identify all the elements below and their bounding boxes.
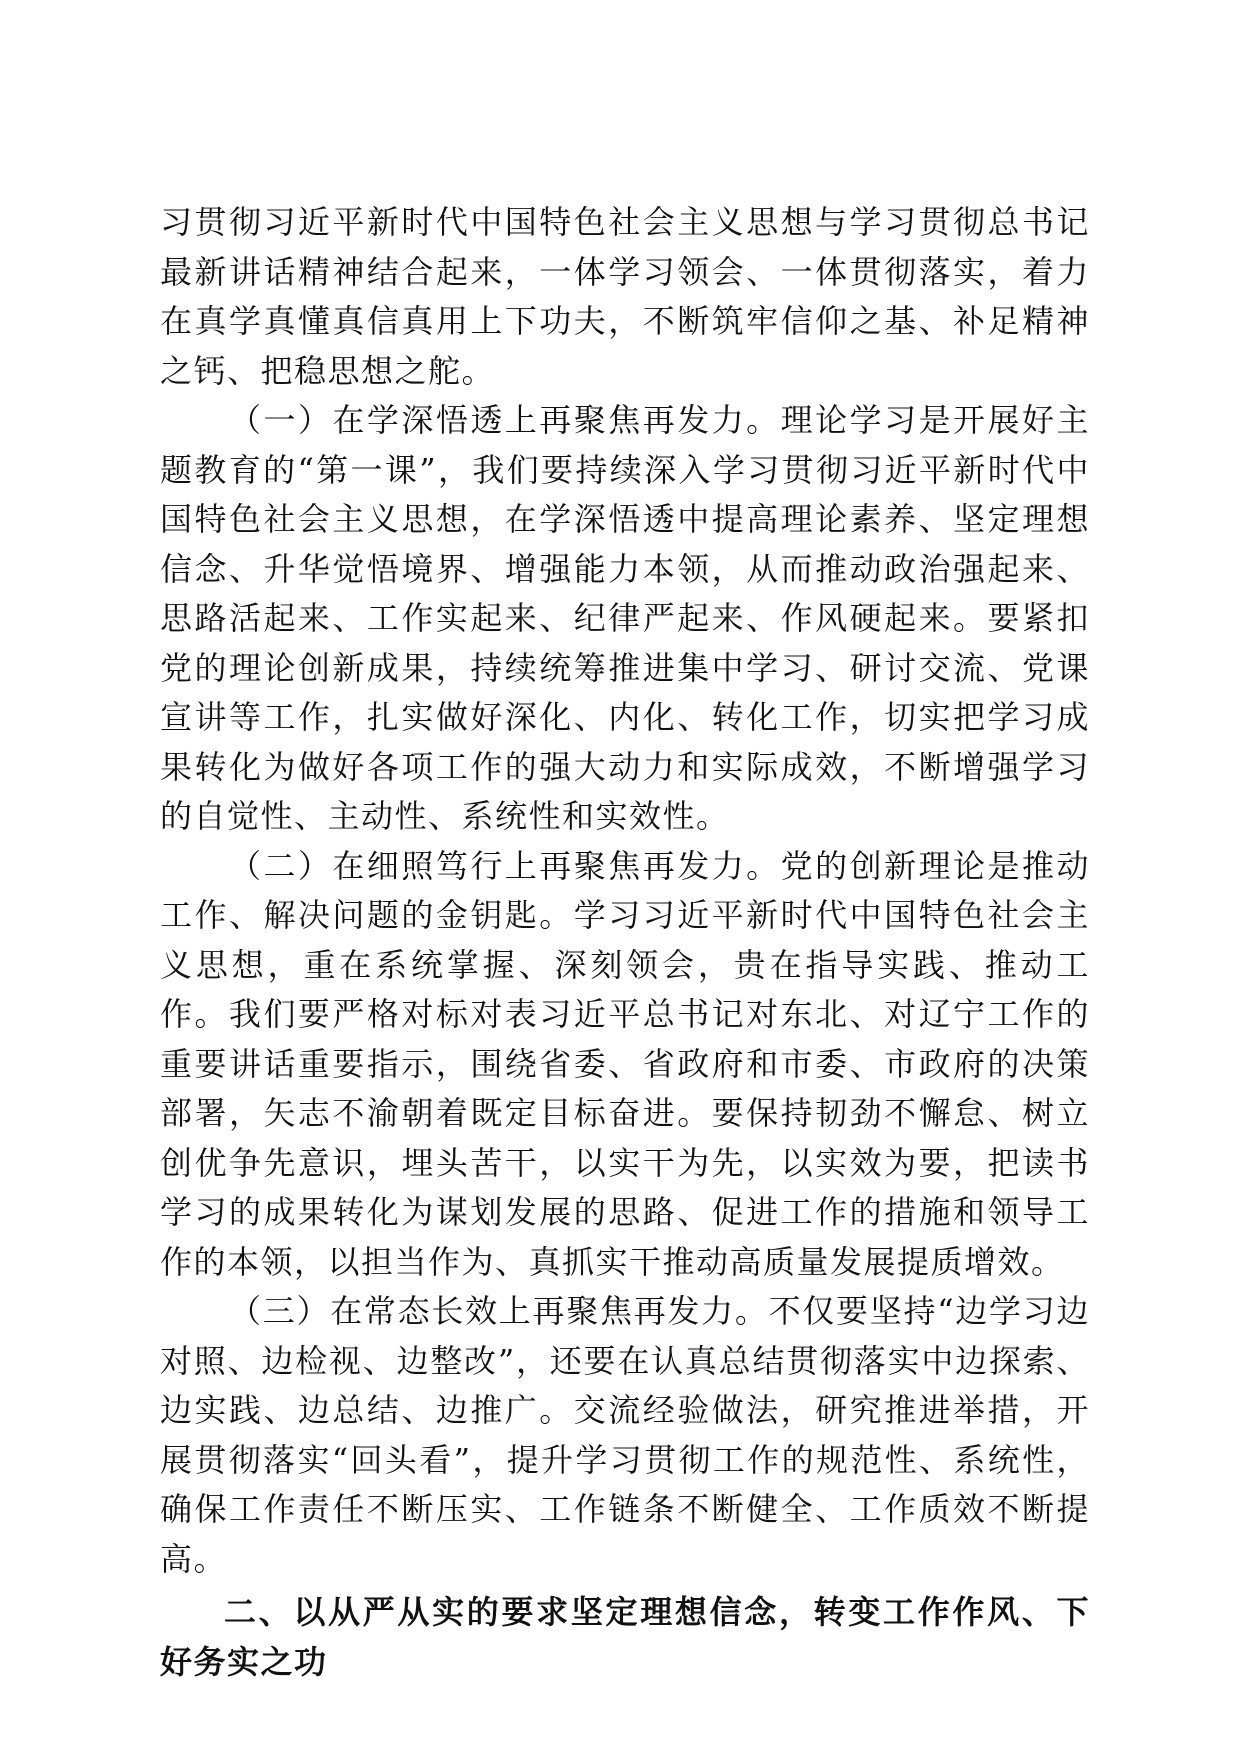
section-heading-two: 二、以从严从实的要求坚定理想信念，转变工作作风、下好务实之功	[160, 1593, 1090, 1681]
document-page	[160, 198, 1090, 1687]
paragraph-section-3: （三）在常态长效上再聚焦再发力。不仅要坚持“边学习边对照、边检视、边整改”，还要在认真总结贯彻落实中边探索、边实践、边总结、边推广。交流经验做法，研究推进举措，开展贯彻落实“回头看”，提升学习贯彻工作的规范性、系统性，确保工作责任不断压实、工作链条不断健全、工作质效不断提高。	[160, 1292, 1090, 1578]
paragraph-intro-continued: 习贯彻习近平新时代中国特色社会主义思想与学习贯彻总书记最新讲话精神结合起来，一体学习领会、一体贯彻落实，着力在真学真懂真信真用上下功夫，不断筑牢信仰之基、补足精神之钙、把稳思想之舵。	[160, 203, 1090, 390]
paragraph-section-2: （二）在细照笃行上再聚焦再发力。党的创新理论是推动工作、解决问题的金钥匙。学习习近平新时代中国特色社会主义思想，重在系统掌握、深刻领会，贵在指导实践、推动工作。我们要严格对标对表习近平总书记对东北、对辽宁工作的重要讲话重要指示，围绕省委、省政府和市委、市政府的决策部署，矢志不渝朝着既定目标奋进。要保持韧劲不懈怠、树立创优争先意识，埋头苦干，以实干为先，以实效为要，把读书学习的成果转化为谋划发展的思路、促进工作的措施和领导工作的本领，以担当作为、真抓实干推动高质量发展提质增效。	[160, 846, 1090, 1281]
paragraph-section-1: （一）在学深悟透上再聚焦再发力。理论学习是开展好主题教育的“第一课”，我们要持续深入学习贯彻习近平新时代中国特色社会主义思想，在学深悟透中提高理论素养、坚定理想信念、升华觉悟境界、增强能力本领，从而推动政治强起来、思路活起来、工作实起来、纪律严起来、作风硬起来。要紧扣党的理论创新成果，持续统筹推进集中学习、研讨交流、党课宣讲等工作，扎实做好深化、内化、转化工作，切实把学习成果转化为做好各项工作的强大动力和实际成效，不断增强学习的自觉性、主动性、系统性和实效性。	[160, 401, 1090, 835]
